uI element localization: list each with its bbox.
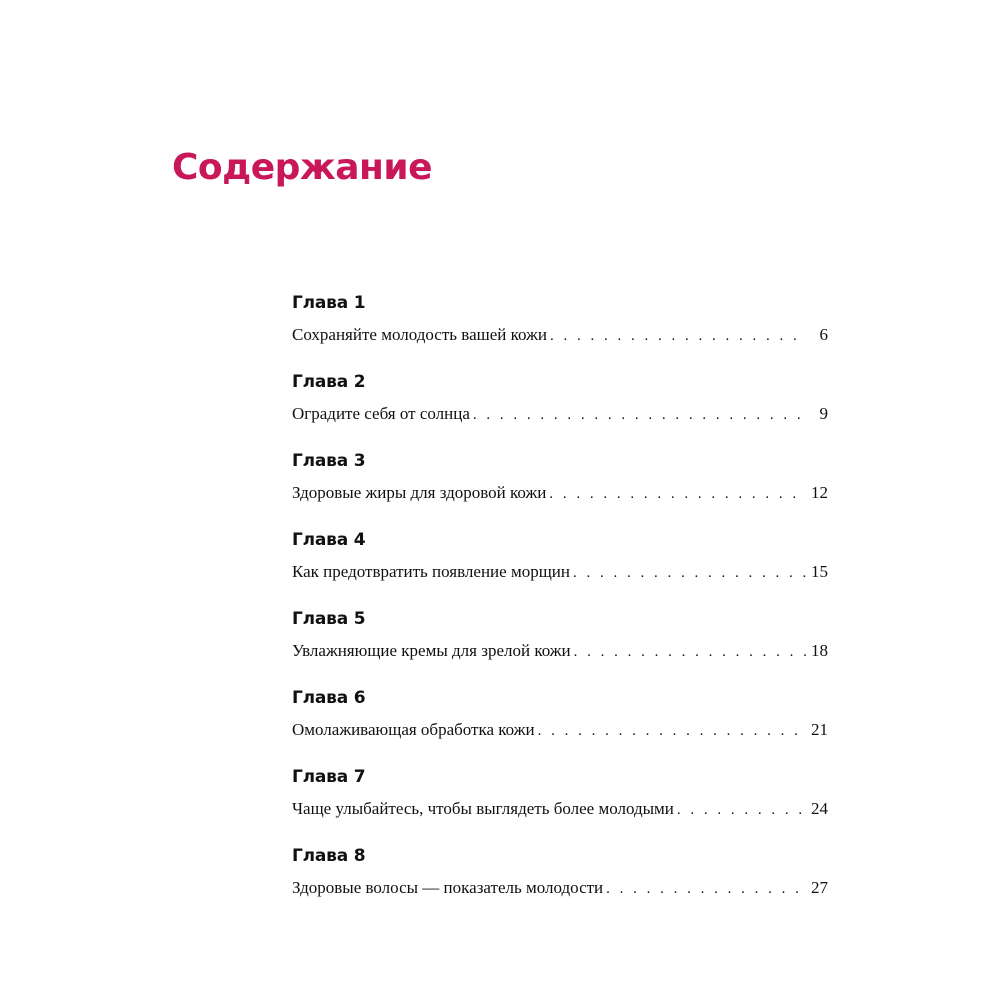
page-number: 21	[811, 720, 828, 739]
chapter-heading: Глава 1	[292, 293, 366, 313]
dot-leader	[606, 874, 806, 904]
toc-entry-chapter-6[interactable]	[292, 715, 828, 745]
entry-title: Омолаживающая обработка кожи	[292, 720, 535, 739]
page-number: 6	[819, 325, 828, 344]
chapter-heading: Глава 3	[292, 451, 366, 471]
toc-chapter-8	[292, 841, 828, 920]
entry-title: Здоровые жиры для здоровой кожи	[292, 483, 547, 502]
toc-entry-chapter-4[interactable]	[292, 557, 828, 587]
dot-leader	[677, 795, 806, 825]
entry-title: Как предотвратить появление морщин	[292, 562, 570, 581]
chapter-heading: Глава 8	[292, 846, 366, 866]
entry-title: Оградите себя от солнца	[292, 404, 470, 423]
toc-entry-chapter-5[interactable]	[292, 636, 828, 666]
toc-chapter-3	[292, 446, 828, 525]
entry-title: Чаще улыбайтесь, чтобы выглядеть более молодыми	[292, 799, 674, 818]
dot-leader	[574, 637, 806, 667]
page-number: 15	[811, 562, 828, 581]
toc-title: Содержание	[172, 147, 433, 188]
dot-leader	[573, 558, 806, 588]
chapter-heading: Глава 2	[292, 372, 366, 392]
dot-leader	[473, 400, 806, 430]
page-number: 9	[819, 404, 828, 423]
page-number: 24	[811, 799, 828, 818]
entry-title: Сохраняйте молодость вашей кожи	[292, 325, 547, 344]
dot-leader	[549, 479, 806, 509]
toc-chapter-6	[292, 683, 828, 762]
chapter-heading: Глава 6	[292, 688, 366, 708]
toc-entry-chapter-1[interactable]	[292, 320, 828, 350]
entry-title: Здоровые волосы — показатель молодости	[292, 878, 604, 897]
chapter-heading: Глава 5	[292, 609, 366, 629]
toc-entry-chapter-2[interactable]	[292, 399, 828, 429]
entry-title: Увлажняющие кремы для зрелой кожи	[292, 641, 571, 660]
page-number: 18	[811, 641, 828, 660]
toc-entry-chapter-8[interactable]	[292, 873, 828, 903]
dot-leader	[538, 716, 806, 746]
chapter-heading: Глава 7	[292, 767, 366, 787]
toc-chapter-2	[292, 367, 828, 446]
chapter-heading: Глава 4	[292, 530, 366, 550]
toc-list	[292, 288, 828, 920]
dot-leader	[550, 321, 806, 351]
toc-chapter-5	[292, 604, 828, 683]
page-number: 27	[811, 878, 828, 897]
toc-chapter-1	[292, 288, 828, 367]
toc-chapter-4	[292, 525, 828, 604]
toc-entry-chapter-3[interactable]	[292, 478, 828, 508]
page-number: 12	[811, 483, 828, 502]
toc-entry-chapter-7[interactable]	[292, 794, 828, 824]
toc-chapter-7	[292, 762, 828, 841]
